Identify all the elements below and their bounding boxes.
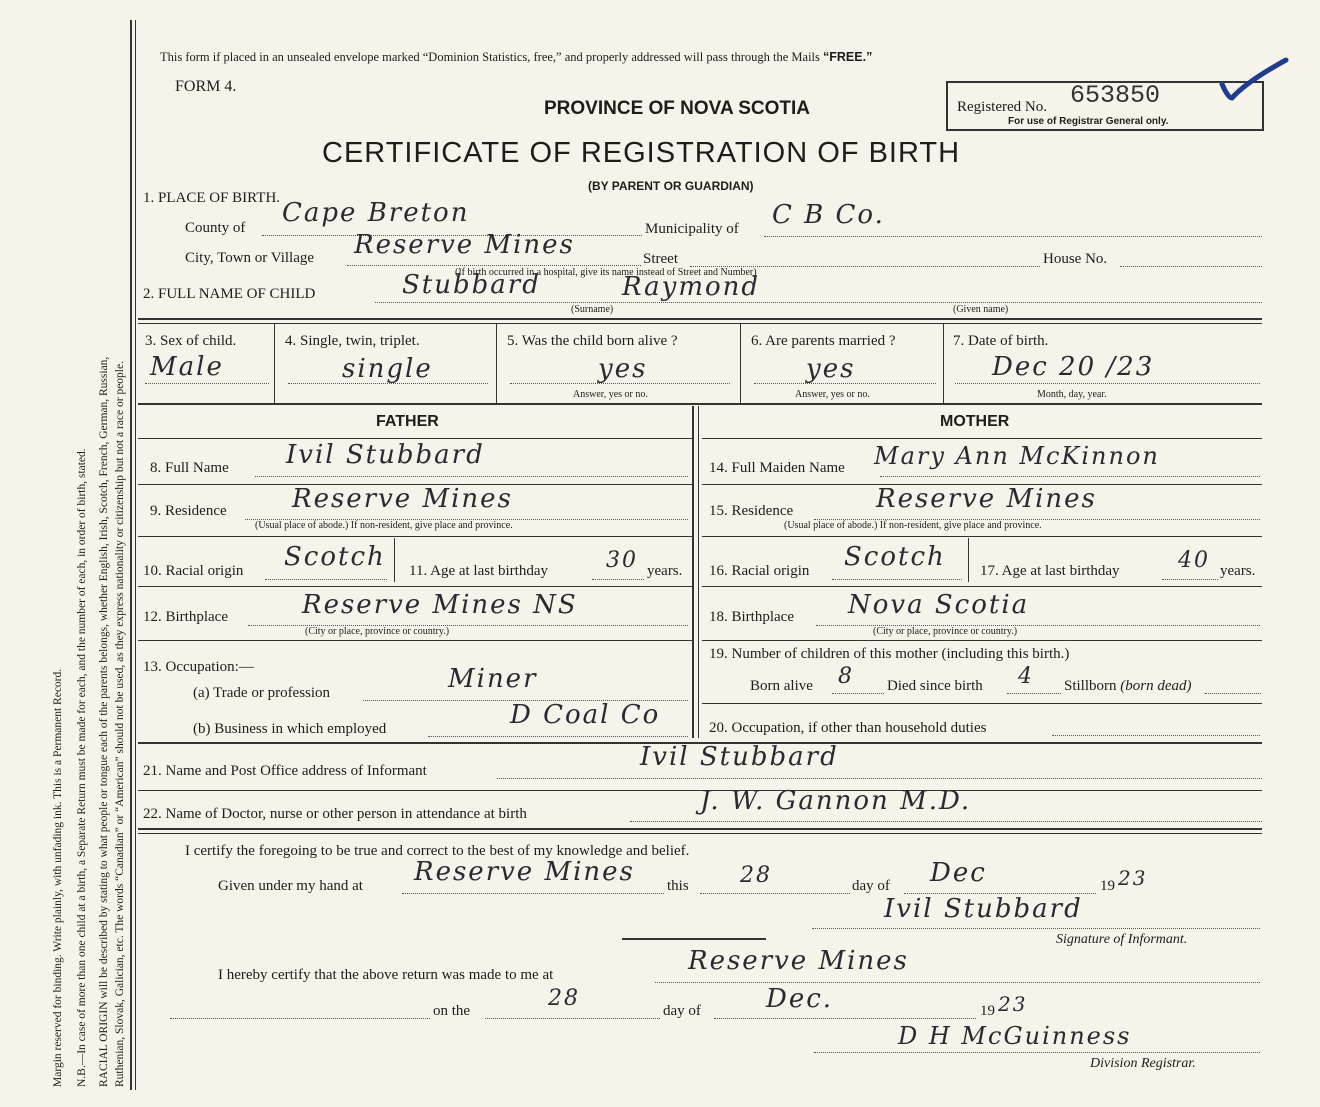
mother-residence-label: 15. Residence [709,503,794,519]
registrar-signature-caption: Division Registrar. [1090,1056,1196,1071]
mother-racial-origin-label: 16. Racial origin [709,563,810,579]
registrar-statement: I hereby certify that the above return was made to me at [218,967,554,983]
father-residence-label: 9. Residence [150,503,227,519]
certification-day-value: 28 [740,863,772,888]
sex-label: 3. Sex of child. [145,333,237,349]
mother-residence-value: Reserve Mines [876,484,1097,514]
mother-heading: MOTHER [940,413,1010,430]
registered-number-value: 653850 [1070,81,1161,110]
checkmark-icon [1218,54,1290,102]
divider [138,438,692,439]
registered-number-label: Registered No. [957,99,1047,115]
registrar-month-value: Dec. [766,984,834,1014]
mother-maiden-name-value: Mary Ann McKinnon [874,442,1160,470]
county-label: County of [185,220,246,236]
house-no-label: House No. [1043,251,1108,267]
municipality-label: Municipality of [645,221,739,237]
informant-signature-line [812,928,1260,929]
divider [702,536,1262,537]
mother-birthplace-value: Nova Scotia [848,590,1030,620]
city-label: City, Town or Village [185,250,315,266]
this-label: this [667,878,689,894]
house-no-line [1120,266,1262,267]
born-alive-count-line [832,693,884,694]
registrar-month-line [714,1018,976,1019]
informant-signature-caption: Signature of Informant. [1056,932,1188,947]
mail-notice: This form if placed in an unsealed envelope marked “Dominion Statistics, free,” and properly addressed will pass through the Mails “FREE.” [160,50,873,64]
stillborn-line [1205,693,1261,694]
plurality-label: 4. Single, twin, triplet. [285,333,420,349]
cell-border [740,323,741,403]
certification-statement: I certify the foregoing to be true and correct to the best of my knowledge and belief. [185,843,690,859]
born-alive-answer: yes [598,354,648,384]
parents-married-label: 6. Are parents married ? [751,333,896,349]
city-line [347,265,641,266]
municipality-value: C B Co. [772,200,885,230]
margin-note-binding: Margin reserved for binding. Write plainly, with unfading ink. This is a Permanent Record. [52,668,64,1087]
father-racial-origin-value: Scotch [284,542,386,572]
form-number: FORM 4. [175,78,237,95]
stillborn-label: Stillborn (born dead) [1064,678,1192,694]
surname-caption: (Surname) [571,304,614,315]
city-value: Reserve Mines [354,230,575,260]
father-birthplace-caption: (City or place, province or country.) [305,626,450,637]
mother-birthplace-caption: (City or place, province or country.) [873,626,1018,637]
plurality-value: single [342,354,433,384]
certification-day-line [700,893,850,894]
father-name-value: Ivil Stubbard [286,440,485,470]
registrar-place-line [655,982,1260,983]
binding-margin-line [130,20,132,1090]
father-heading: FATHER [376,413,439,430]
county-value: Cape Breton [282,198,470,228]
date-of-birth-line [955,383,1260,384]
given-name-caption: (Given name) [953,304,1009,315]
divider [138,403,1262,405]
mother-occupation-label: 20. Occupation, if other than household duties [709,720,987,736]
certification-year-value: 23 [1118,866,1148,890]
province-heading: PROVINCE OF NOVA SCOTIA [544,98,811,119]
mother-maiden-name-label: 14. Full Maiden Name [709,460,845,476]
mother-age-years: years. [1220,563,1256,579]
doctor-label: 22. Name of Doctor, nurse or other person in attendance at birth [143,806,527,822]
mother-occupation-line [1052,735,1260,736]
divider [138,586,692,587]
divider [138,833,1262,834]
plurality-line [288,383,488,384]
registered-number-note: For use of Registrar General only. [1008,116,1169,127]
hospital-note: (If birth occurred in a hospital, give its name instead of Street and Number) [455,267,757,278]
father-racial-origin-label: 10. Racial origin [143,563,244,579]
informant-signature: Ivil Stubbard [884,894,1083,924]
cell-border [274,323,275,403]
father-business-label: (b) Business in which employed [193,721,387,737]
doctor-line [630,821,1262,822]
column-divider-inner [698,406,699,738]
cell-border [496,323,497,403]
died-since-birth-label: Died since birth [887,678,983,694]
registrar-signature-line [814,1052,1260,1053]
divider [138,828,1262,830]
certification-month-value: Dec [930,858,987,888]
father-business-line [428,736,688,737]
registrar-signature: D H McGuinness [898,1022,1132,1050]
binding-margin-line-inner [135,20,136,1090]
certificate-subtitle: (BY PARENT OR GUARDIAN) [588,179,754,193]
mother-residence-caption: (Usual place of abode.) If non-resident, give place and province. [784,520,1042,531]
certification-year-prefix: 19 [1100,878,1115,894]
divider [138,640,692,641]
father-racial-origin-line [265,579,387,580]
mother-name-line [880,476,1260,477]
margin-notes [6,0,130,1107]
mother-age-line [1162,579,1218,580]
registered-number-box [946,81,1264,131]
cell-border [968,538,969,582]
father-name-line [255,476,688,477]
cell-border [943,323,944,403]
date-of-birth-label: 7. Date of birth. [953,333,1049,349]
born-alive-line [510,383,730,384]
divider [702,703,1262,704]
father-trade-label: (a) Trade or profession [193,685,331,701]
died-since-birth-line [1007,693,1061,694]
father-age-line [592,579,644,580]
given-place-value: Reserve Mines [414,857,635,887]
separator-rule [622,938,766,940]
mother-age-value: 40 [1178,548,1210,573]
place-of-birth-heading: 1. PLACE OF BIRTH. [143,190,281,206]
parents-married-answer: yes [806,354,856,384]
father-name-label: 8. Full Name [150,460,229,476]
born-alive-count-label: Born alive [750,678,813,694]
child-surname-value: Stubbard [402,270,541,300]
date-of-birth-value: Dec 20 /23 [992,352,1155,382]
father-age-years: years. [647,563,683,579]
father-trade-value: Miner [448,664,538,694]
sex-value: Male [150,352,224,382]
registrar-year-value: 23 [998,992,1028,1016]
mother-birthplace-label: 18. Birthplace [709,609,794,625]
margin-note-racial-origin-cont: Ruthenian, Slovak, Galician, etc. The words “Canadian” or “American” should not be used, as they express nationality or citizenship but not a race or people. [114,361,126,1087]
parents-married-caption: Answer, yes or no. [795,389,870,400]
father-residence-caption: (Usual place of abode.) If non-resident, give place and province. [255,520,513,531]
sex-line [145,383,269,384]
child-name-line [375,302,1262,303]
father-residence-value: Reserve Mines [292,484,513,514]
parents-married-line [754,383,936,384]
divider [702,640,1262,641]
divider [702,586,1262,587]
registrar-day-of-label: day of [663,1003,701,1019]
margin-note-multiple-births: N.B.—In case of more than one child at a birth, a Separate Return must be made for each, and the number of each, in order of birth, stated. [76,448,88,1087]
father-age-value: 30 [606,548,638,573]
father-birthplace-value: Reserve Mines NS [302,590,578,620]
mother-racial-origin-value: Scotch [844,542,946,572]
father-occupation-label: 13. Occupation:— [143,659,254,675]
informant-label: 21. Name and Post Office address of Informant [143,763,427,779]
divider [138,318,1262,320]
certificate-title: CERTIFICATE OF REGISTRATION OF BIRTH [322,137,961,169]
on-the-label: on the [433,1003,471,1019]
municipality-line [764,236,1262,237]
registrar-day-value: 28 [548,986,580,1011]
born-alive-question-label: 5. Was the child born alive ? [507,333,678,349]
column-divider [692,406,694,738]
divider [138,323,1262,324]
informant-line [497,778,1262,779]
street-label: Street [643,251,678,267]
registrar-place-value: Reserve Mines [688,946,909,976]
father-birthplace-label: 12. Birthplace [143,609,228,625]
doctor-value: J. W. Gannon M.D. [700,786,972,816]
born-alive-count-value: 8 [838,664,854,689]
born-alive-caption: Answer, yes or no. [573,389,648,400]
mother-children-label: 19. Number of children of this mother (including this birth.) [709,646,1070,662]
margin-note-racial-origin: RACIAL ORIGIN will be described by stating to what people or tongue each of the parents belongs, whether English, Irish, Scotch, French, German, Russian, [98,356,110,1087]
divider [138,536,692,537]
father-business-value: D Coal Co [510,700,661,730]
child-given-name-value: Raymond [622,272,761,302]
child-name-label: 2. FULL NAME OF CHILD [143,286,316,302]
registrar-day-line [485,1018,660,1019]
divider [702,438,1262,439]
date-of-birth-caption: Month, day, year. [1037,389,1107,400]
informant-value: Ivil Stubbard [640,742,839,772]
died-since-birth-value: 4 [1018,664,1034,689]
certification-day-of-label: day of [852,878,890,894]
cell-border [394,538,395,582]
registrar-prefix-line [170,1018,430,1019]
mother-racial-origin-line [832,579,962,580]
registrar-year-prefix: 19 [980,1003,995,1019]
given-under-hand-label: Given under my hand at [218,878,363,894]
father-age-label: 11. Age at last birthday [409,563,548,579]
mother-age-label: 17. Age at last birthday [980,563,1120,579]
given-place-line [402,893,664,894]
